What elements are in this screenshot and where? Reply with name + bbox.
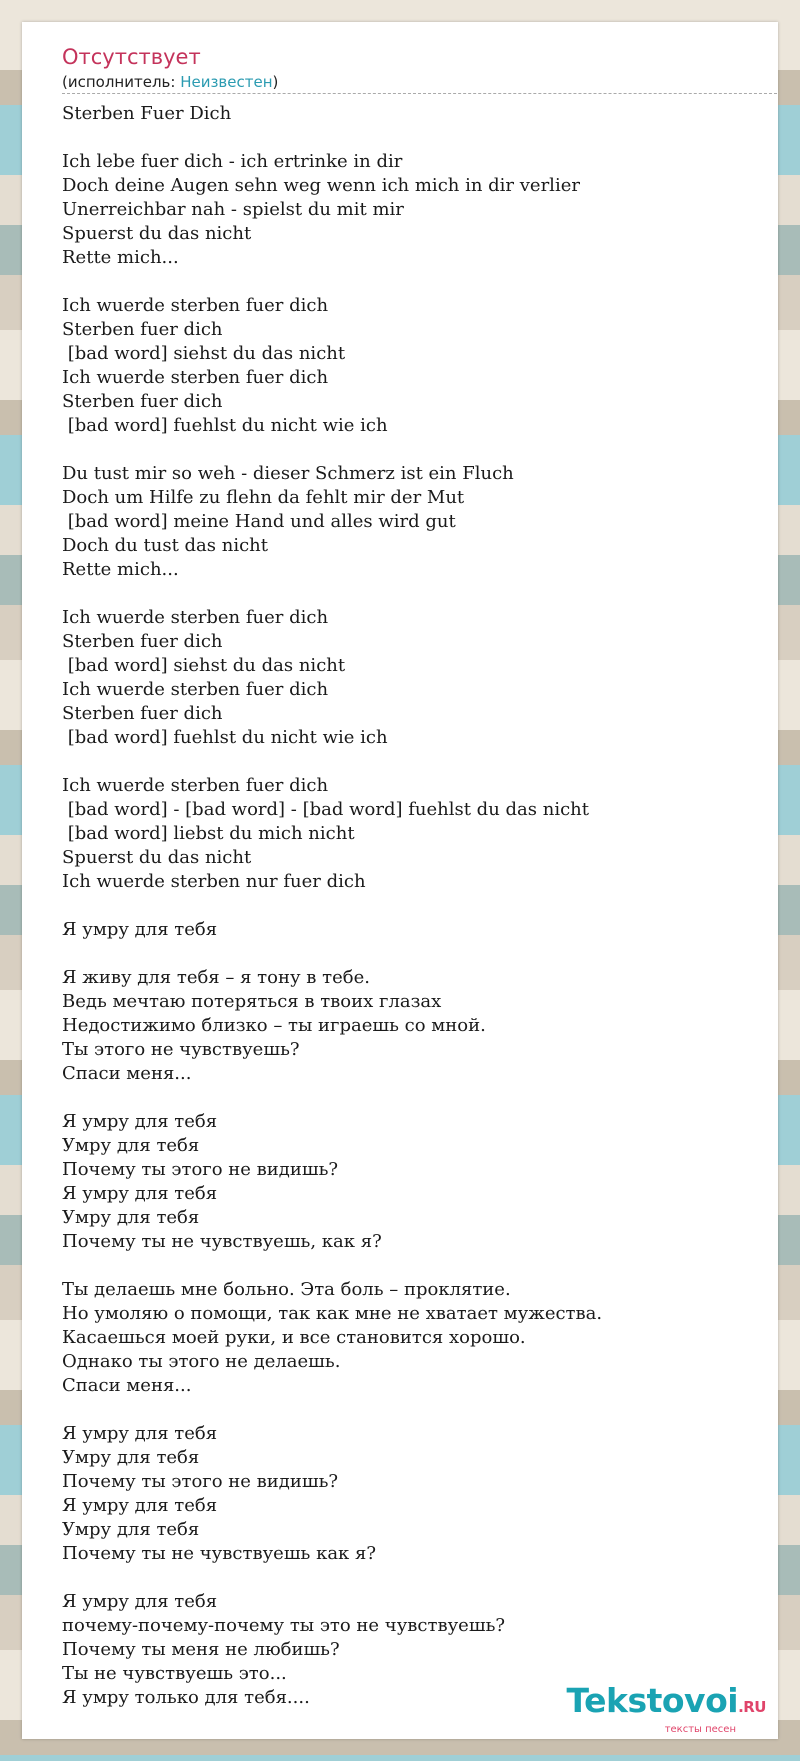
lyrics-line: Spuerst du das nicht [62, 223, 252, 244]
lyrics-line: Умру для тебя [62, 1135, 200, 1156]
lyrics-line: Я умру для тебя [62, 919, 218, 940]
lyrics-line: Ich wuerde sterben nur fuer dich [62, 871, 366, 892]
lyrics-line: Doch um Hilfe zu flehn da fehlt mir der Mut [62, 487, 465, 508]
lyrics-line: Я живу для тебя – я тону в тебе. [62, 967, 370, 988]
lyrics-line [62, 750, 758, 774]
lyrics-line: почему-почему-почему ты это не чувствуешь? [62, 1615, 506, 1636]
lyrics-line [62, 270, 758, 294]
artist-prefix: (исполнитель: [62, 73, 181, 91]
lyrics-line: Sterben fuer dich [62, 391, 223, 412]
lyrics-card [22, 22, 778, 1739]
lyrics-line: [bad word] fuehlst du nicht wie ich [62, 727, 388, 748]
lyrics-line: Я умру только для тебя.... [62, 1687, 310, 1708]
lyrics-line: [bad word] siehst du das nicht [62, 343, 346, 364]
lyrics-line [62, 1398, 758, 1422]
logo-tld: .RU [738, 1698, 766, 1716]
lyrics-line: Spuerst du das nicht [62, 847, 252, 868]
lyrics-line: Rette mich... [62, 247, 179, 268]
lyrics-line: Ich wuerde sterben fuer dich [62, 367, 329, 388]
lyrics-line: Unerreichbar nah - spielst du mit mir [62, 199, 404, 220]
artist-line [62, 72, 777, 94]
lyrics-line: Rette mich... [62, 559, 179, 580]
lyrics-line: Умру для тебя [62, 1447, 200, 1468]
lyrics-line: Ведь мечтаю потеряться в твоих глазах [62, 991, 442, 1012]
lyrics-line [62, 582, 758, 606]
lyrics-line: [bad word] - [bad word] - [bad word] fuehlst du das nicht [62, 799, 589, 820]
lyrics-line: Касаешься моей руки, и все становится хорошо. [62, 1327, 526, 1348]
lyrics-line: [bad word] meine Hand und alles wird gut [62, 511, 456, 532]
lyrics-line: Я умру для тебя [62, 1591, 218, 1612]
lyrics-line: Ich wuerde sterben fuer dich [62, 775, 329, 796]
lyrics-line: Ich wuerde sterben fuer dich [62, 295, 329, 316]
lyrics-line [62, 126, 758, 150]
site-logo[interactable] [567, 1683, 766, 1735]
lyrics-line [62, 1254, 758, 1278]
lyrics-line: Ты этого не чувствуешь? [62, 1039, 300, 1060]
logo-name: Tekstovoi [566, 1681, 739, 1720]
lyrics-line: Умру для тебя [62, 1519, 200, 1540]
lyrics-line: Ты делаешь мне больно. Эта боль – проклятие. [62, 1279, 511, 1300]
lyrics-line: Ты не чувствуешь это... [62, 1663, 287, 1684]
lyrics-line: Doch du tust das nicht [62, 535, 268, 556]
lyrics-line: Почему ты этого не видишь? [62, 1159, 339, 1180]
lyrics-line: Спаси меня... [62, 1063, 192, 1084]
lyrics-line: Ich wuerde sterben fuer dich [62, 607, 329, 628]
artist-suffix: ) [272, 73, 279, 91]
lyrics-line: Я умру для тебя [62, 1111, 218, 1132]
lyrics-line: Почему ты этого не видишь? [62, 1471, 339, 1492]
lyrics-line [62, 1086, 758, 1110]
lyrics-line: [bad word] liebst du mich nicht [62, 823, 355, 844]
lyrics-line: Я умру для тебя [62, 1495, 218, 1516]
lyrics-line: Умру для тебя [62, 1207, 200, 1228]
lyrics-line: [bad word] siehst du das nicht [62, 655, 346, 676]
lyrics-line: Ich lebe fuer dich - ich ertrinke in dir [62, 151, 403, 172]
lyrics-line: Я умру для тебя [62, 1423, 218, 1444]
lyrics-line: Sterben fuer dich [62, 703, 223, 724]
lyrics-line: Я умру для тебя [62, 1183, 218, 1204]
lyrics-line: Sterben fuer dich [62, 631, 223, 652]
lyrics-line: Ich wuerde sterben fuer dich [62, 679, 329, 700]
lyrics-line [62, 942, 758, 966]
lyrics-text [62, 102, 758, 1710]
lyrics-line: Однако ты этого не делаешь. [62, 1351, 341, 1372]
lyrics-line: Sterben fuer dich [62, 319, 223, 340]
lyrics-line: [bad word] fuehlst du nicht wie ich [62, 415, 388, 436]
logo-tagline: тексты песен [664, 1724, 736, 1735]
lyrics-line: Но умоляю о помощи, так как мне не хватает мужества. [62, 1303, 603, 1324]
lyrics-line: Почему ты не чувствуешь как я? [62, 1543, 377, 1564]
lyrics-line: Спаси меня... [62, 1375, 192, 1396]
song-title: Отсутствует [62, 45, 201, 69]
lyrics-line [62, 1566, 758, 1590]
lyrics-line: Почему ты меня не любишь? [62, 1639, 340, 1660]
logo-wordmark [567, 1683, 766, 1725]
lyrics-line: Почему ты не чувствуешь, как я? [62, 1231, 382, 1252]
artist-link[interactable]: Неизвестен [180, 73, 273, 91]
lyrics-line: Недостижимо близко – ты играешь со мной. [62, 1015, 486, 1036]
lyrics-line [62, 894, 758, 918]
lyrics-line: Doch deine Augen sehn weg wenn ich mich in dir verlier [62, 175, 580, 196]
lyrics-line [62, 438, 758, 462]
lyrics-line: Sterben Fuer Dich [62, 103, 232, 124]
lyrics-line: Du tust mir so weh - dieser Schmerz ist ein Fluch [62, 463, 514, 484]
